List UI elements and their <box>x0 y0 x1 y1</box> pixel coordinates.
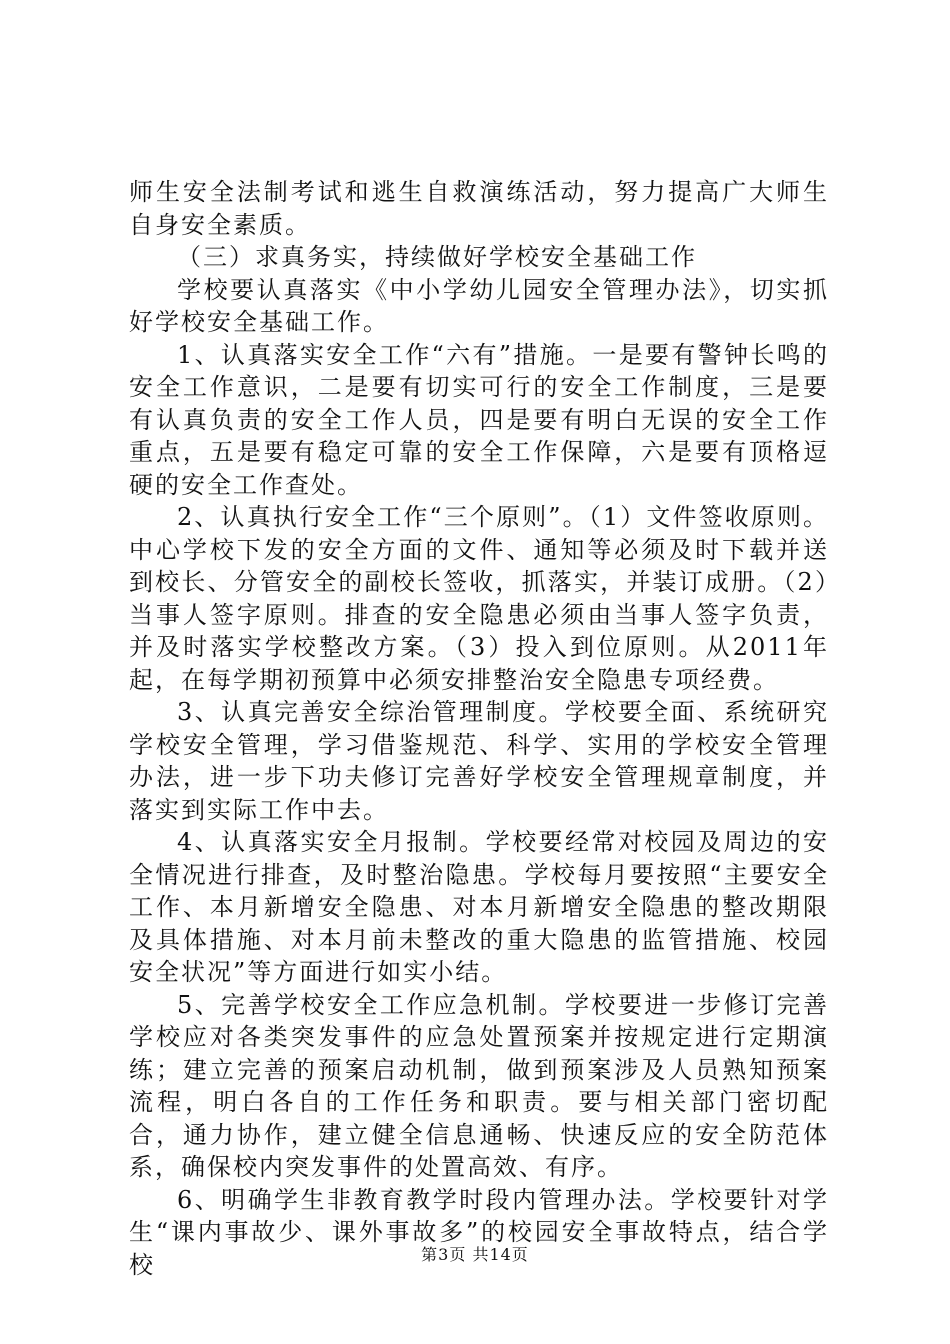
paragraph-item-4: 4、认真落实安全月报制。学校要经常对校园及周边的安全情况进行排查，及时整治隐患。学校每月要按照“主要安全工作、本月新增安全隐患、对本月新增安全隐患的整改期限及具体措施、对本月前未整改的重大隐患的监管措施、校园安全状况”等方面进行如实小结。 <box>129 828 829 986</box>
paragraph-item-6: 6、明确学生非教育教学时段内管理办法。学校要针对学生“课内事故少、课外事故多”的校园安全事故特点，结合学校 <box>129 1185 829 1279</box>
paragraph-2: 学校要认真落实《中小学幼儿园安全管理办法》，切实抓好学校安全基础工作。 <box>129 275 829 336</box>
paragraph-item-3: 3、认真完善安全综治管理制度。学校要全面、系统研究学校安全管理，学习借鉴规范、科学、实用的学校安全管理办法，进一步下功夫修订完善好学校安全管理规章制度，并落实到实际工作中去。 <box>129 698 829 824</box>
paragraph-1: 师生安全法制考试和逃生自救演练活动，努力提高广大师生自身安全素质。 <box>129 178 829 239</box>
document-body <box>129 176 829 1281</box>
paragraph-item-5: 5、完善学校安全工作应急机制。学校要进一步修订完善学校应对各类突发事件的应急处置预案并按规定进行定期演练；建立完善的预案启动机制，做到预案涉及人员熟知预案流程，明白各自的工作任务和职责。要与相关部门密切配合，通力协作，建立健全信息通畅、快速反应的安全防范体系，确保校内突发事件的处置高效、有序。 <box>129 990 829 1181</box>
paragraph-item-2: 2、认真执行安全工作“三个原则”。（1）文件签收原则。中心学校下发的安全方面的文件、通知等必须及时下载并送到校长、分管安全的副校长签收，抓落实，并装订成册。（2）当事人签字原则。排查的安全隐患必须由当事人签字负责，并及时落实学校整改方案。（3）投入到位原则。从2011年起，在每学期初预算中必须安排整治安全隐患专项经费。 <box>129 503 829 694</box>
paragraph-item-1: 1、认真落实安全工作“六有”措施。一是要有警钟长鸣的安全工作意识，二是要有切实可行的安全工作制度，三是要有认真负责的安全工作人员，四是要有明白无误的安全工作重点，五是要有稳定可靠的安全工作保障，六是要有顶格逗硬的安全工作查处。 <box>129 340 829 499</box>
page-number-footer: 第3页 共14页 <box>421 1245 529 1264</box>
section-heading-3: （三）求真务实，持续做好学校安全基础工作 <box>177 243 697 271</box>
